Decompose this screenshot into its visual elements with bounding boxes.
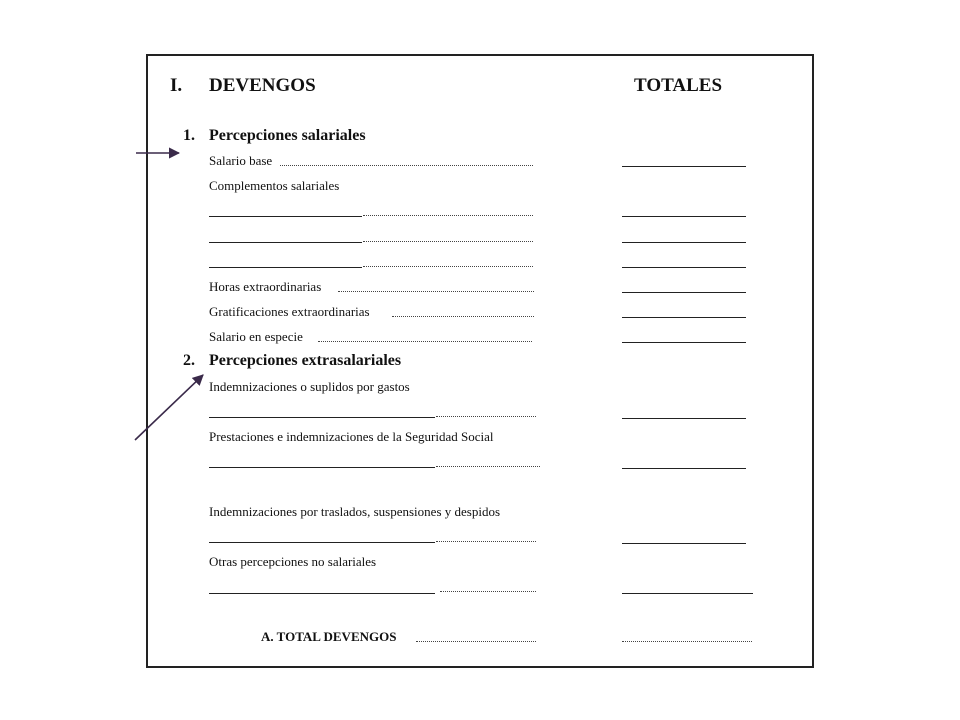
- gratificaciones-label: Gratificaciones extraordinarias: [209, 304, 370, 319]
- section-number: I.: [170, 75, 183, 96]
- indemnizaciones-gastos-label: Indemnizaciones o suplidos por gastos: [209, 379, 410, 394]
- section-title: DEVENGOS: [209, 75, 316, 96]
- salario-base-label: Salario base: [209, 153, 273, 168]
- total-devengos-label: A. TOTAL DEVENGOS: [261, 629, 397, 644]
- arrow-to-extrasalariales: [135, 375, 203, 440]
- traslados-label: Indemnizaciones por traslados, suspensiones y despidos: [209, 504, 501, 519]
- totals-header: TOTALES: [634, 75, 723, 96]
- group2-title: Percepciones extrasalariales: [209, 352, 402, 369]
- complementos-label: Complementos salariales: [209, 178, 340, 193]
- group2-number: 2.: [183, 352, 195, 369]
- horas-label: Horas extraordinarias: [209, 279, 322, 294]
- group1-number: 1.: [183, 127, 195, 144]
- especie-label: Salario en especie: [209, 329, 303, 344]
- otras-label: Otras percepciones no salariales: [209, 554, 377, 569]
- group1-title: Percepciones salariales: [209, 127, 366, 144]
- prestaciones-label: Prestaciones e indemnizaciones de la Seguridad Social: [209, 429, 494, 444]
